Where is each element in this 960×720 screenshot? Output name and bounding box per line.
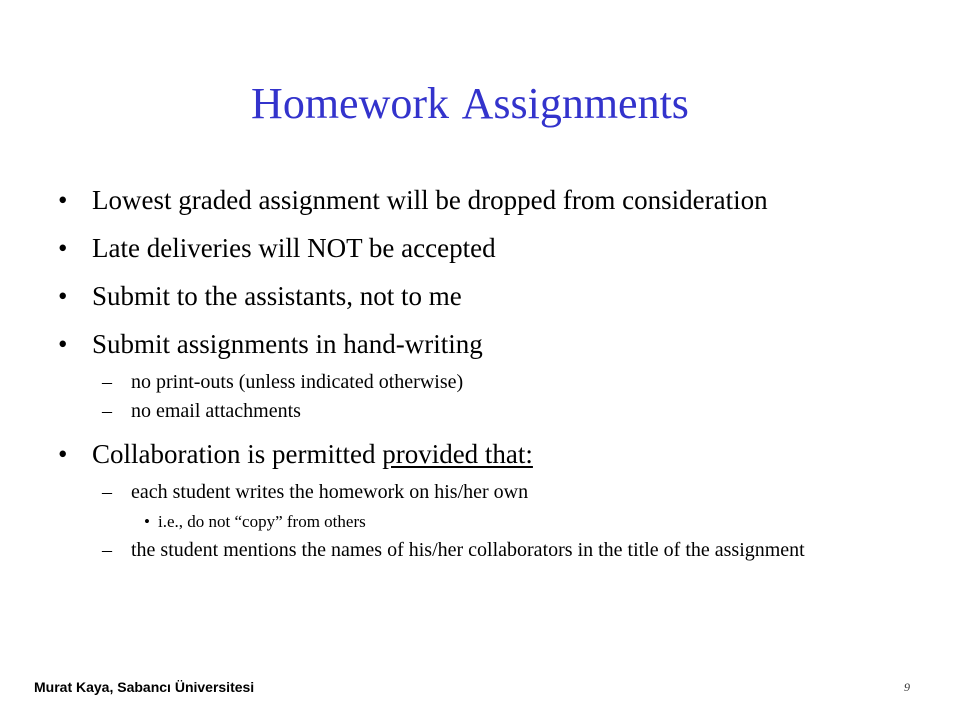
- bullet-text: Late deliveries will NOT be accepted: [92, 233, 496, 263]
- sub-bullet-item: [58, 536, 918, 565]
- slide-title: Homework Assignments: [251, 79, 689, 128]
- bullet-item: [58, 272, 918, 320]
- sub-bullet-text: no print-outs (unless indicated otherwise): [131, 371, 464, 393]
- slide-content: [58, 176, 918, 565]
- sub-bullet-item: [58, 368, 918, 397]
- sub-bullet-item: [58, 397, 918, 426]
- sub-sub-bullet-text: i.e., do not “copy” from others: [158, 512, 366, 531]
- sub-bullet-item: [58, 478, 918, 507]
- bullet-item: [58, 176, 918, 224]
- bullet-text: Submit assignments in hand-writing: [92, 329, 483, 359]
- sub-bullet-text: each student writes the homework on his/her own: [131, 481, 529, 503]
- bullet-item: [58, 224, 918, 272]
- bullet-icon: •: [58, 439, 68, 469]
- bullet-text: Collaboration is permitted: [92, 439, 383, 469]
- bullet-item: [58, 430, 918, 478]
- bullet-icon: •: [58, 329, 68, 359]
- bullet-text: Lowest graded assignment will be dropped from consideration: [92, 185, 768, 215]
- sub-bullet-text: no email attachments: [131, 400, 301, 422]
- underlined-text: provided that:: [382, 439, 533, 469]
- page-number: 9: [904, 680, 910, 694]
- bullet-item: [58, 320, 918, 368]
- sub-bullet-text: the student mentions the names of his/her collaborators in the title of the assignment: [131, 539, 805, 561]
- bullet-icon: •: [58, 281, 68, 311]
- dash-icon: –: [102, 371, 112, 393]
- dash-icon: –: [102, 481, 112, 503]
- small-bullet-icon: •: [144, 512, 150, 531]
- bullet-icon: •: [58, 185, 68, 215]
- sub-sub-bullet-item: [58, 507, 918, 536]
- footer-author: Murat Kaya, Sabancı Üniversitesi: [34, 679, 255, 695]
- bullet-icon: •: [58, 233, 68, 263]
- dash-icon: –: [102, 400, 112, 422]
- dash-icon: –: [102, 539, 112, 561]
- bullet-text: Submit to the assistants, not to me: [92, 281, 462, 311]
